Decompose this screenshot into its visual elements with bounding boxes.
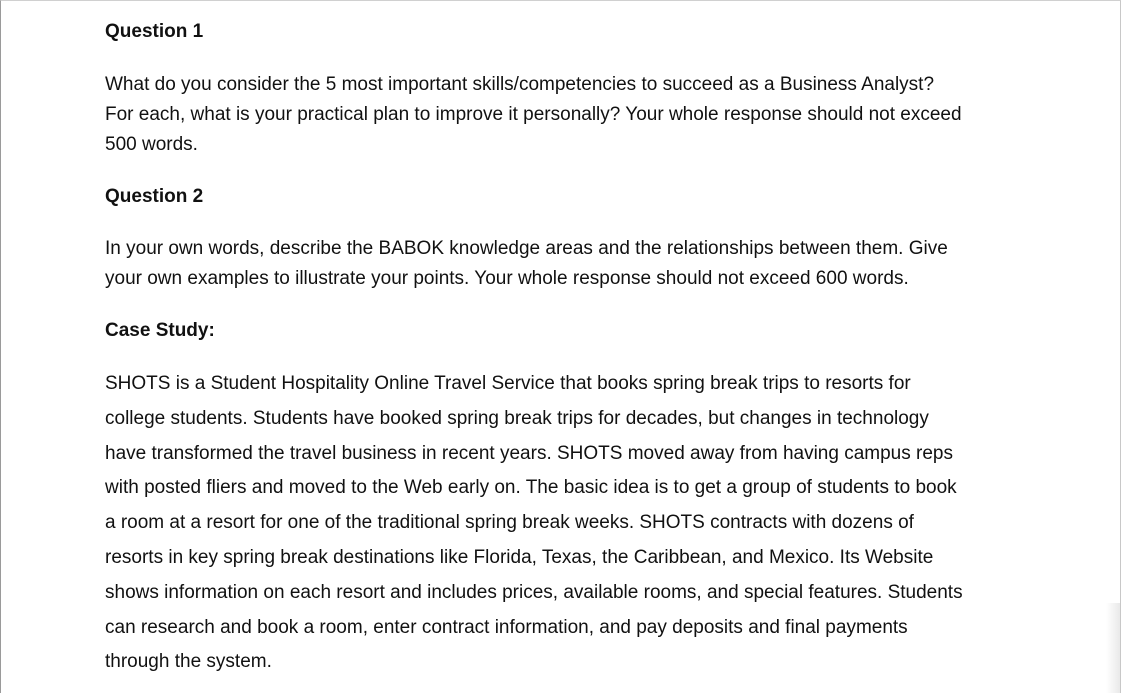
question-1-heading: Question 1 [105, 21, 204, 42]
question-1-line: What do you consider the 5 most important skills/competencies to succeed as a Business Analyst? [105, 74, 935, 95]
page-edge-shadow [1106, 603, 1120, 693]
case-study-line: through the system. [105, 651, 272, 673]
case-study-line: college students. Students have booked spring break trips for decades, but changes in technology [105, 407, 929, 429]
case-study-line: resorts in key spring break destinations like Florida, Texas, the Caribbean, and Mexico. Its Website [105, 546, 934, 568]
case-study-line: can research and book a room, enter contract information, and pay deposits and final payments [105, 616, 908, 638]
case-study-line: SHOTS is a Student Hospitality Online Travel Service that books spring break trips to resorts for [105, 373, 911, 394]
question-2-heading: Question 2 [105, 186, 204, 207]
question-1-line: For each, what is your practical plan to improve it personally? Your whole response should not exceed [105, 104, 962, 125]
question-2-line: your own examples to illustrate your points. Your whole response should not exceed 600 words. [105, 268, 909, 289]
question-1-line: 500 words. [105, 134, 198, 155]
case-study-line: with posted fliers and moved to the Web early on. The basic idea is to get a group of students to book [105, 477, 957, 499]
case-study-text [105, 367, 963, 680]
case-study-line: a room at a resort for one of the traditional spring break weeks. SHOTS contracts with dozens of [105, 512, 914, 534]
case-study-line: have transformed the travel business in recent years. SHOTS moved away from having campus reps [105, 442, 953, 464]
case-study-heading: Case Study: [105, 320, 215, 341]
question-1-text [105, 70, 962, 160]
question-2-text [105, 234, 948, 294]
case-study-line: shows information on each resort and includes prices, available rooms, and special features. Students [105, 581, 963, 603]
question-2-line: In your own words, describe the BABOK knowledge areas and the relationships between them. Give [105, 238, 948, 259]
